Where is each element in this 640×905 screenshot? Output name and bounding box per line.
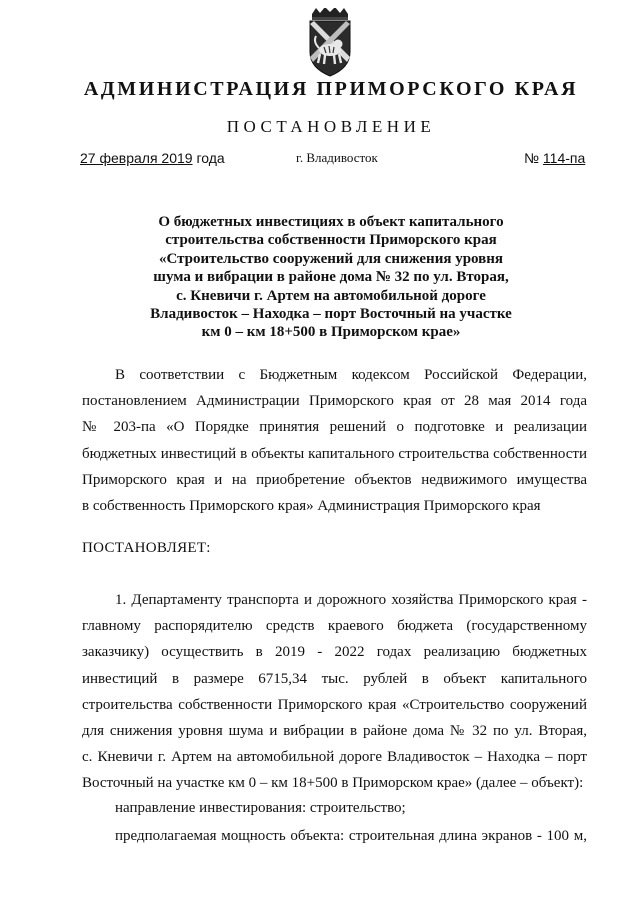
primorsky-krai-coat-of-arms-icon bbox=[300, 8, 360, 78]
heading-line: строительства собственности Приморского края bbox=[165, 232, 497, 249]
item-1-line: главному распорядителю средств краевого бюджета (государственному bbox=[82, 618, 587, 635]
item-1-line: заказчику) осуществить в 2019 - 2022 годах реализацию бюджетных bbox=[82, 644, 587, 661]
object-capacity-line: предполагаемая мощность объекта: строительная длина экранов - 100 м, bbox=[115, 828, 587, 844]
heading-line: км 0 – км 18+500 в Приморском крае» bbox=[201, 324, 461, 341]
item-1-line: строительства собственности Приморского края «Строительство сооружений bbox=[82, 696, 587, 713]
organization-title: АДМИНИСТРАЦИЯ ПРИМОРСКОГО КРАЯ bbox=[83, 78, 579, 100]
item-1-paragraph bbox=[82, 587, 587, 797]
investment-direction-line: направление инвестирования: строительство; bbox=[115, 800, 406, 816]
item-1-line: инвестиций в размере 6715,34 тыс. рублей в объект капитального bbox=[82, 670, 587, 687]
document-date bbox=[80, 150, 225, 166]
document-city: г. Владивосток bbox=[296, 150, 378, 165]
item-1-line: Восточный на участке км 0 – км 18+500 в Приморском крае» (далее – объект): bbox=[82, 775, 584, 792]
item-1-line: 1. Департаменту транспорта и дорожного хозяйства Приморского края - bbox=[115, 592, 587, 608]
resolves-heading: ПОСТАНОВЛЯЕТ: bbox=[82, 540, 211, 556]
document-date-value: 27 февраля 2019 bbox=[80, 150, 193, 166]
preamble-line: Приморского края и на приобретение объектов недвижимого имущества bbox=[82, 471, 587, 488]
item-1-line: с. Кневичи г. Артем на автомобильной дороге Владивосток – Находка – порт bbox=[82, 749, 587, 766]
heading-line: шума и вибрации в районе дома № 32 по ул. Вторая, bbox=[153, 269, 509, 286]
preamble-line: в собственность Приморского края» Администрация Приморского края bbox=[82, 498, 541, 515]
heading-line: О бюджетных инвестициях в объект капитального bbox=[158, 214, 504, 230]
heading-line: Владивосток – Находка – порт Восточный на участке bbox=[150, 306, 512, 323]
preamble-line: бюджетных инвестиций в объекты капитального строительства собственности bbox=[82, 445, 587, 462]
preamble-line: № 203-па «О Порядке принятия решений о подготовке и реализации bbox=[82, 419, 587, 436]
item-1-line: для снижения уровня шума и вибрации в районе дома № 32 по ул. Вторая, bbox=[82, 723, 587, 740]
heading-line: с. Кневичи г. Артем на автомобильной дороге bbox=[176, 287, 486, 304]
document-heading bbox=[108, 213, 554, 342]
investment-direction bbox=[82, 795, 587, 821]
document-date-suffix: года bbox=[192, 150, 225, 166]
preamble-line: постановлением Администрации Приморского края от 28 мая 2014 года bbox=[82, 393, 587, 410]
document-type: ПОСТАНОВЛЕНИЕ bbox=[226, 117, 436, 136]
heading-line: «Строительство сооружений для снижения уровня bbox=[158, 250, 504, 267]
object-capacity bbox=[82, 823, 587, 849]
preamble-line: В соответствии с Бюджетным кодексом Российской Федерации, bbox=[115, 367, 587, 383]
document-number bbox=[524, 150, 593, 166]
preamble-paragraph bbox=[82, 362, 587, 519]
document-number-value: 114-па bbox=[542, 150, 586, 166]
number-sign: № bbox=[524, 150, 540, 166]
